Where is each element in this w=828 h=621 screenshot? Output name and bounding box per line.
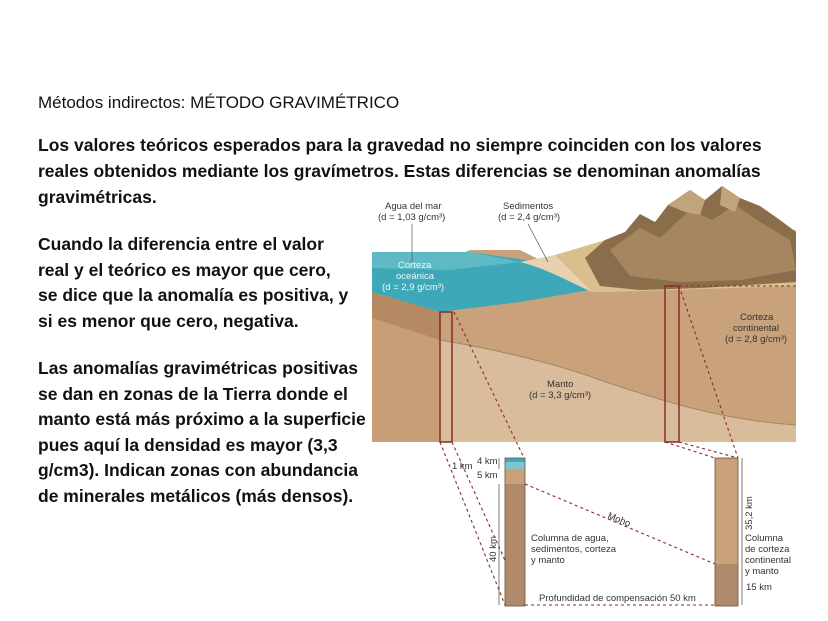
corteza-oceanica-density: (d = 2,9 g/cm³) xyxy=(382,282,445,293)
km-35-label: 35,2 km xyxy=(744,496,755,530)
intro-line: Los valores teóricos esperados para la gravedad no siempre coinciden con los valores xyxy=(38,135,762,155)
moho-label: Moho xyxy=(605,510,633,530)
paragraph-line: Las anomalías gravimétricas positivas xyxy=(38,358,359,378)
agua-mar-label: Agua del mar xyxy=(385,201,442,212)
agua-mar-density: (d = 1,03 g/cm³) xyxy=(378,212,446,223)
block-diagram xyxy=(372,186,796,442)
paragraph-line: Cuando la diferencia entre el valor xyxy=(38,234,324,254)
corteza-continental-label-1: Corteza xyxy=(740,312,774,323)
profundidad-label: Profundidad de compensación 50 km xyxy=(539,593,696,604)
columna-corteza-line: continental xyxy=(745,555,791,566)
sedimentos-label: Sedimentos xyxy=(503,201,554,212)
columna-agua-line: sedimentos, corteza xyxy=(531,544,617,555)
columna-agua-line: Columna de agua, xyxy=(531,533,609,544)
km-15-label: 15 km xyxy=(746,582,772,593)
corteza-oceanica-label-1: Corteza xyxy=(398,260,432,271)
columna-corteza-line: Columna xyxy=(745,533,784,544)
km-1-label: 1 km xyxy=(452,461,473,472)
paragraph-line: g/cm3). Indican zonas con abundancia xyxy=(38,460,358,480)
intro-line: reales obtenidos mediante los gravímetros. Estas diferencias se denominan anomalías xyxy=(38,161,761,181)
km-4-label: 4 km xyxy=(477,456,498,467)
paragraph-line: se dan en zonas de la Tierra donde el xyxy=(38,383,348,404)
sedimentos-density: (d = 2,4 g/cm³) xyxy=(498,212,561,223)
columna-corteza-line: y manto xyxy=(745,566,779,577)
corteza-continental-label-2: continental xyxy=(733,323,779,334)
paragraph-line: real y el teórico es mayor que cero, xyxy=(38,259,331,280)
intro-line: gravimétricas. xyxy=(38,187,157,207)
paragraph-line: pues aquí la densidad es mayor (3,3 xyxy=(38,434,338,455)
scale-ticks xyxy=(499,458,742,605)
km-40-label: 40 km xyxy=(488,536,499,562)
corteza-oceanica-label-2: oceánica xyxy=(396,271,435,282)
columna-corteza-line: de corteza xyxy=(745,544,790,555)
paragraph-line: se dice que la anomalía es positiva, y xyxy=(38,285,349,305)
km-5-label: 5 km xyxy=(477,470,498,481)
continental-column xyxy=(715,458,738,606)
corteza-continental-density: (d = 2,8 g/cm³) xyxy=(725,334,788,345)
manto-label: Manto xyxy=(547,379,574,390)
paragraph-line: si es menor que cero, negativa. xyxy=(38,310,299,331)
ocean-column xyxy=(505,458,525,606)
manto-density: (d = 3,3 g/cm³) xyxy=(529,390,592,401)
slide-title: Métodos indirectos: MÉTODO GRAVIMÉTRICO xyxy=(38,93,400,112)
paragraph-line: de minerales metálicos (más densos). xyxy=(38,485,354,506)
paragraph-line: manto está más próximo a la superficie xyxy=(38,409,366,429)
columna-agua-line: y manto xyxy=(531,555,565,566)
